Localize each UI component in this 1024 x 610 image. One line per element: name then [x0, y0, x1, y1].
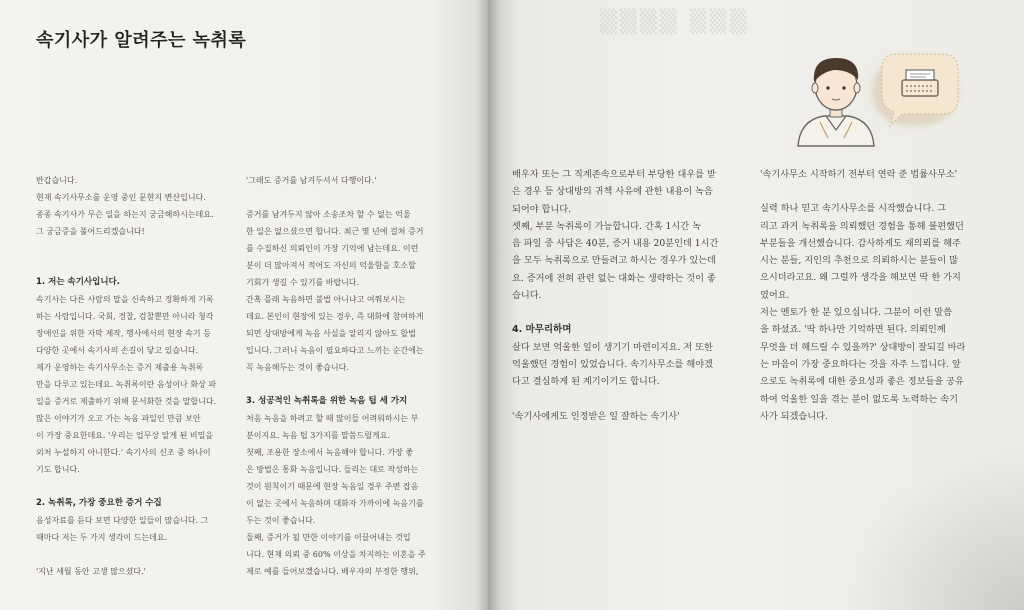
body-line: 을 모두 녹취록으로 만들려고 하시는 경우가 있는데	[512, 255, 716, 267]
section-heading: 4. 마무리하며	[512, 324, 572, 336]
quote-line: '속기사무소 시작하기 전부터 연락 준 법률사무소'	[760, 169, 958, 180]
spacer	[246, 189, 456, 206]
body-line: 둘째, 증거가 될 만한 이야기를 이끌어내는 것입	[246, 533, 411, 542]
body-line: 사가 되겠습니다.	[760, 410, 828, 422]
body-line: 셋째, 부분 녹취록이 가능합니다. 간혹 1시간 녹	[512, 220, 701, 232]
body-line: 니다. 현재 의뢰 중 60% 이상을 차지하는 이혼을 주	[246, 550, 426, 559]
body-line: 하는 사람입니다. 국회, 경찰, 검찰뿐만 아니라 청각	[36, 312, 214, 321]
body-line: 많은 이야기가 오고 가는 녹음 파일인 만큼 보안	[36, 414, 201, 423]
bleed-through-shade: ▒▒▒▒ ▒▒▒	[600, 10, 750, 35]
spacer	[246, 376, 456, 393]
body-line: 되어야 합니다.	[512, 203, 572, 215]
body-line: 분이 더 많아져서 적어도 자신의 억울함을 호소할	[246, 261, 416, 270]
body-line: 였어요.	[760, 289, 790, 301]
body-line: 외처 누설하지 아니한다.' 속기사의 신조 중 하나이	[36, 448, 211, 457]
spacer	[36, 240, 241, 257]
person-icon	[798, 58, 874, 146]
spacer	[512, 304, 752, 321]
spacer	[36, 257, 241, 274]
body-line: 음성자료를 듣다 보면 다양한 일들이 많습니다. 그	[36, 516, 209, 525]
left-column-1	[36, 172, 241, 580]
body-line: 억울했던 경험이 있었습니다. 속기사무소를 해야겠	[512, 358, 713, 370]
body-line: 하여 억울한 일을 겪는 분이 없도록 노력하는 속기	[760, 393, 958, 405]
body-line: 종종 속기사가 무슨 일을 하는지 궁금해하시는데요.	[36, 210, 214, 219]
spacer	[512, 391, 752, 408]
body-line: 저는 멘토가 한 분 있으십니다. 그분이 이런 말씀	[760, 307, 952, 319]
body-line: 습니다.	[512, 290, 542, 302]
body-line: 를 수집하신 의뢰인이 가장 기억에 남는데요. 이런	[246, 244, 419, 253]
spacer	[36, 478, 241, 495]
book-gutter	[476, 0, 500, 610]
body-line: 무엇을 더 해드릴 수 있을까?' 상대방이 잘되길 바라	[760, 341, 966, 353]
body-line: 간혹 몰래 녹음하면 불법 아니냐고 여쭤보시는	[246, 295, 406, 304]
spacer	[36, 546, 241, 563]
body-line: 때마다 저는 두 가지 생각이 드는데요.	[36, 533, 168, 542]
author-illustration	[790, 48, 970, 148]
body-line: 으시더라고요. 왜 그럴까 생각을 해보면 딱 한 가지	[760, 272, 961, 284]
body-line: 은 경우 등 상대방의 귀책 사유에 관한 내용이 녹음	[512, 186, 713, 198]
body-line: 그 궁금증을 풀어드리겠습니다!	[36, 227, 145, 236]
typewriter-speech-bubble-icon	[882, 54, 958, 126]
quote-line: '그래도 증거를 남겨두셔서 다행이다.'	[246, 176, 377, 185]
body-line: 살다 보면 억울한 일이 생기기 마련이지요. 저 또한	[512, 341, 713, 353]
body-line: 만을 다루고 있는데요. 녹취록이란 음성이나 화상 파	[36, 380, 217, 389]
right-column-1	[512, 166, 752, 425]
spacer	[760, 183, 1010, 200]
body-line: 속기사는 다른 사람의 말을 신속하고 정확하게 기록	[36, 295, 214, 304]
body-line: 분이지요. 녹음 팁 3가지를 말씀드릴게요.	[246, 431, 390, 440]
body-line: 시는 분들, 지인의 추천으로 의뢰하시는 분들이 많	[760, 255, 958, 267]
body-line: 입니다. 그러니 녹음이 필요하다고 느끼는 순간에는	[246, 346, 424, 355]
page-title: 속기사가 알려주는 녹취록	[36, 30, 247, 51]
body-line: 처음 녹음을 하려고 할 때 많이들 어려워하시는 부	[246, 414, 419, 423]
quote-line: '지난 세월 동안 고생 많으셨다.'	[36, 567, 146, 576]
body-line: 장애인을 위한 자막 제작, 행사에서의 현장 속기 등	[36, 329, 211, 338]
corner-shadow	[844, 450, 1024, 610]
quote-line: '속기사에게도 인정받은 일 잘하는 속기사'	[512, 410, 680, 422]
body-line: 배우자 또는 그 직계존속으로부터 부당한 대우를 받	[512, 169, 716, 180]
left-column-2	[246, 172, 456, 580]
body-line: 기회가 생길 수 있기를 바랍니다.	[246, 278, 360, 287]
body-line: 되면 상대방에게 녹음 사실을 알리지 않아도 합법	[246, 329, 416, 338]
body-line: 데요. 본인이 현장에 있는 경우, 즉 대화에 참여하게	[246, 312, 424, 321]
body-line: 이 가장 중요한데요. '우리는 업무상 알게 된 비밀을	[36, 431, 214, 440]
body-line: 은 방법은 통화 녹음입니다. 들리는 대로 작성하는	[246, 465, 419, 474]
body-line: 제가 운영하는 속기사무소는 증거 제출용 녹취록	[36, 363, 204, 372]
section-heading: 2. 녹취록, 가장 중요한 증거 수집	[36, 498, 162, 508]
body-line: 음 파일 중 사담은 40분, 증거 내용 20분인데 1시간	[512, 238, 719, 250]
body-line: 것이 원칙이기 때문에 현장 녹음일 경우 주변 잡음	[246, 482, 419, 491]
body-line: 리고 과거 녹취록을 의뢰했던 경험을 통해 불편했던	[760, 220, 964, 232]
body-line: 제로 예를 들어보겠습니다. 배우자의 부정한 행위,	[246, 567, 419, 576]
body-line: 기도 합니다.	[36, 465, 80, 474]
body-line: 요. 증거에 전혀 관련 없는 대화는 생략하는 것이 좋	[512, 272, 716, 284]
body-line: 일을 증거로 제출하기 위해 문서화한 것을 말합니다.	[36, 397, 217, 406]
body-line: 증거를 남겨두지 않아 소송조차 할 수 없는 억울	[246, 210, 411, 219]
section-heading: 3. 성공적인 녹취록을 위한 녹음 팁 세 가지	[246, 396, 408, 406]
right-column-2	[760, 166, 1010, 425]
body-line: 반갑습니다.	[36, 176, 78, 185]
body-line: 는 마음이 가장 중요하다는 것을 자주 느낍니다. 앞	[760, 358, 961, 370]
body-line: 실력 하나 믿고 속기사무소를 시작했습니다. 그	[760, 203, 947, 215]
body-line: 첫째, 조용한 장소에서 녹음해야 합니다. 가장 좋	[246, 448, 414, 457]
body-line: 을 하셨죠. '딱 하나만 기억하면 된다. 의뢰인께	[760, 324, 946, 336]
body-line: 한 일은 없으셨으면 합니다. 최근 몇 년에 걸쳐 증거	[246, 227, 424, 236]
body-line: 현재 속기사무소를 운영 중인 문현지 변산입니다.	[36, 193, 206, 202]
body-line: 꼭 녹음해두는 것이 좋습니다.	[246, 363, 349, 372]
body-line: 으로도 녹취록에 대한 중요성과 좋은 정보들을 공유	[760, 376, 964, 388]
body-line: 다양한 곳에서 속기사의 손길이 닿고 있습니다.	[36, 346, 199, 355]
section-heading: 1. 저는 속기사입니다.	[36, 277, 120, 287]
body-line: 두는 것이 좋습니다.	[246, 516, 316, 525]
body-line: 이 없는 곳에서 녹음하며 대화자 가까이에 녹음기를	[246, 499, 424, 508]
body-line: 다고 결심하게 된 계기이기도 합니다.	[512, 376, 660, 388]
body-line: 부분들을 개선했습니다. 감사하게도 재의뢰를 해주	[760, 237, 961, 249]
